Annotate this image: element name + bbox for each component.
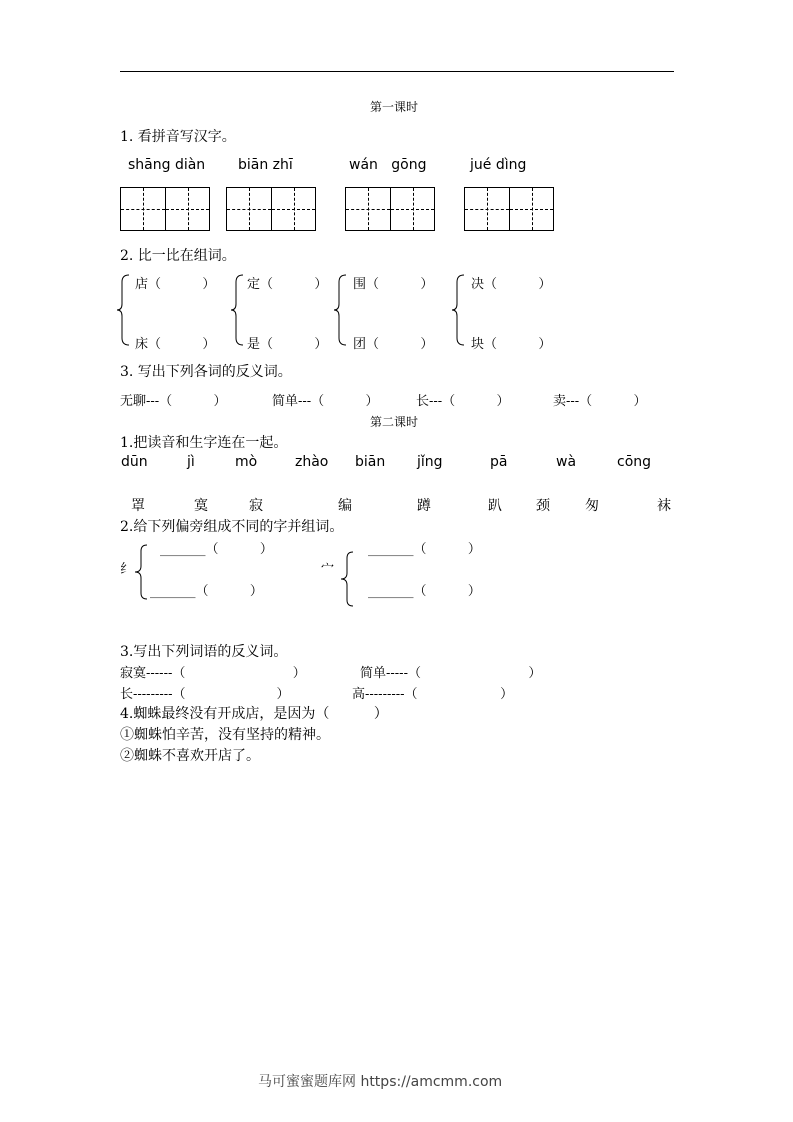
choice-option[interactable]: ②蜘蛛不喜欢开店了。 [120, 748, 260, 764]
lesson1-q1-title: 1. 看拼音写汉字。 [120, 129, 236, 145]
brace-icon [451, 274, 465, 346]
brace-icon [333, 274, 347, 346]
lesson2-q1-title: 1.把读音和生字连在一起。 [120, 435, 288, 451]
char-item[interactable]: 匆 [585, 498, 599, 514]
radical-word-line[interactable]: _______（ ） [150, 584, 263, 599]
footer-watermark: 马可蜜蜜题库网 https://amcmm.com [258, 1074, 503, 1090]
brace-icon [230, 274, 244, 346]
pinyin-item: zhào [295, 454, 329, 470]
char-item[interactable]: 颈 [536, 498, 550, 514]
radical-left: 纟 [120, 562, 134, 577]
antonym-item[interactable]: 无聊---（ ） [120, 394, 227, 409]
antonym-item[interactable]: 简单---（ ） [272, 394, 379, 409]
antonym-item[interactable]: 高---------（ ） [352, 687, 514, 702]
compare-item[interactable]: 块（ ） [471, 337, 552, 352]
char-item[interactable]: 趴 [488, 498, 502, 514]
brace-icon [340, 551, 354, 607]
lesson1-title: 第一课时 [370, 100, 419, 114]
compare-item[interactable]: 围（ ） [353, 277, 434, 292]
writing-grid[interactable] [345, 187, 435, 231]
lesson1-q3-title: 3. 写出下列各词的反义词。 [120, 364, 292, 380]
compare-item[interactable]: 是（ ） [247, 337, 328, 352]
radical-right: 宀 [321, 562, 335, 577]
brace-icon [134, 544, 148, 600]
pinyin-item: pā [490, 454, 508, 470]
char-item[interactable]: 寞 [194, 498, 208, 514]
radical-word-line[interactable]: _______（ ） [160, 542, 273, 557]
lesson1-q2-title: 2. 比一比在组词。 [120, 248, 236, 264]
char-item[interactable]: 寂 [249, 498, 263, 514]
writing-grid[interactable] [226, 187, 316, 231]
radical-word-line[interactable]: _______（ ） [368, 542, 481, 557]
choice-option[interactable]: ①蜘蛛怕辛苦，没有坚持的精神。 [120, 727, 330, 743]
radical-word-line[interactable]: _______（ ） [368, 584, 481, 599]
compare-item[interactable]: 团（ ） [353, 337, 434, 352]
pinyin-item: shāng diàn [128, 157, 206, 173]
header-rule [120, 71, 674, 72]
antonym-item[interactable]: 寂寞------（ ） [120, 666, 306, 681]
pinyin-item: jì [187, 454, 195, 470]
writing-grid[interactable] [120, 187, 210, 231]
compare-item[interactable]: 床（ ） [135, 337, 216, 352]
antonym-item[interactable]: 长---------（ ） [120, 687, 290, 702]
pinyin-item: jǐng [417, 454, 443, 470]
char-item[interactable]: 蹲 [417, 498, 431, 514]
lesson2-q3-title: 3.写出下列词语的反义词。 [120, 644, 288, 660]
pinyin-item: cōng [617, 454, 652, 470]
lesson2-q2-title: 2.给下列偏旁组成不同的字并组词。 [120, 519, 344, 535]
pinyin-item: dūn [121, 454, 148, 470]
brace-icon [116, 274, 130, 346]
antonym-item[interactable]: 长---（ ） [416, 394, 510, 409]
antonym-item[interactable]: 卖---（ ） [553, 394, 647, 409]
pinyin-item: mò [235, 454, 258, 470]
pinyin-item: wà [556, 454, 577, 470]
writing-grid[interactable] [464, 187, 554, 231]
char-item[interactable]: 编 [338, 498, 352, 514]
lesson2-title: 第二课时 [370, 415, 419, 429]
compare-item[interactable]: 决（ ） [471, 277, 552, 292]
pinyin-item: biān zhī [238, 157, 293, 173]
compare-item[interactable]: 店（ ） [135, 277, 216, 292]
pinyin-item: biān [355, 454, 386, 470]
pinyin-item: jué dìng [470, 157, 527, 173]
char-item[interactable]: 罩 [131, 498, 145, 514]
pinyin-item: wán gōng [349, 157, 427, 173]
antonym-item[interactable]: 简单-----（ ） [360, 666, 542, 681]
lesson2-q4-title: 4.蜘蛛最终没有开成店，是因为（ ） [120, 706, 388, 722]
compare-item[interactable]: 定（ ） [247, 277, 328, 292]
char-item[interactable]: 袜 [657, 498, 671, 514]
